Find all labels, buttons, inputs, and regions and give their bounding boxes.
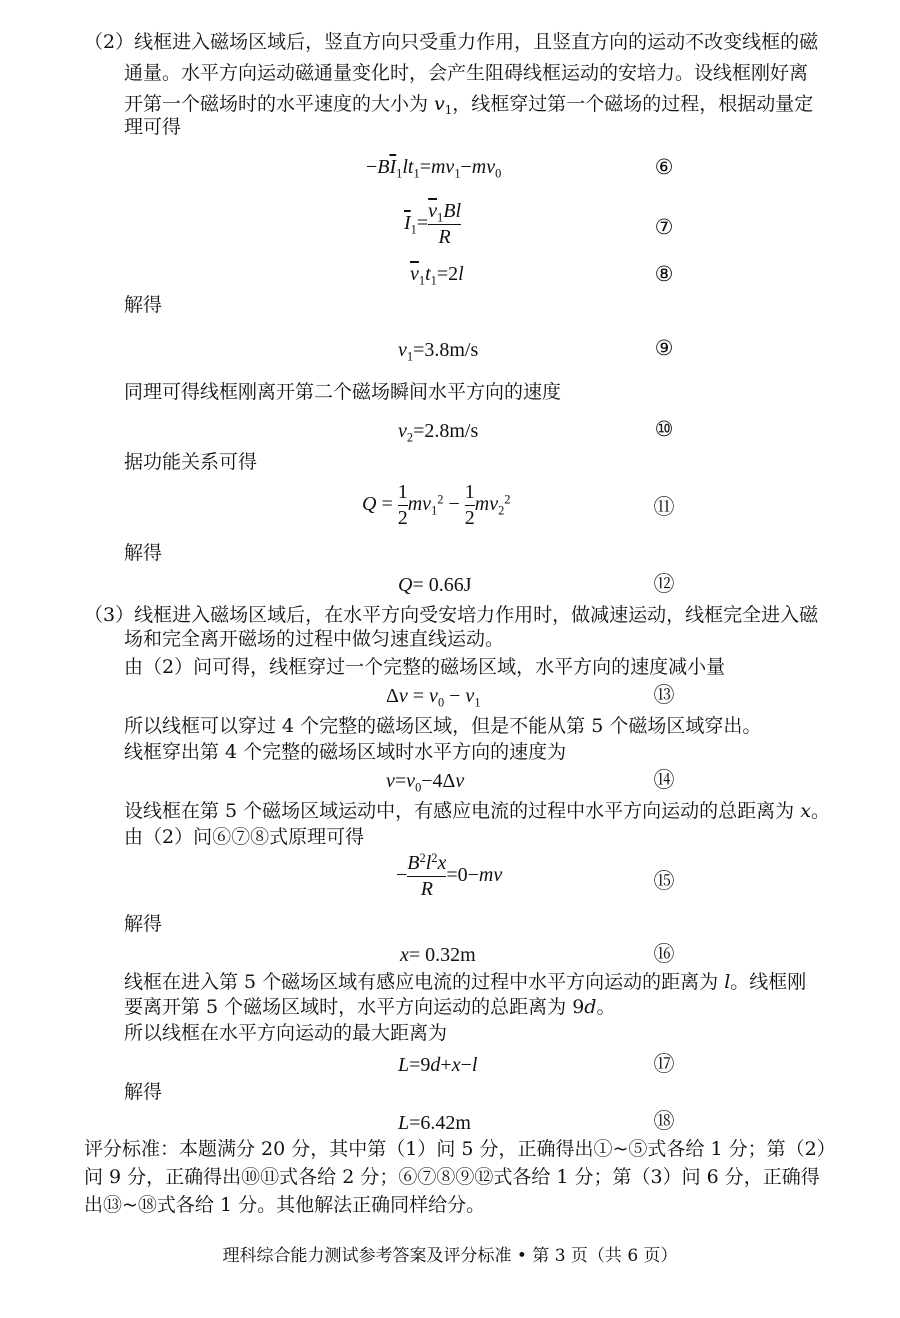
equation-number-15: ⑮: [653, 869, 675, 893]
equation-number-9: ⑨: [654, 336, 674, 360]
sec3-line6: 设线框在第 5 个磁场区域运动中，有感应电流的过程中水平方向运动的总距离为 x。: [124, 800, 830, 822]
equation-number-11: ⑪: [653, 495, 675, 519]
equation-number-18: ⑱: [653, 1109, 675, 1133]
sec2-line2: 通量。水平方向运动磁通量变化时，会产生阻碍线框运动的安培力。设线框刚好离: [124, 62, 809, 84]
equation-number-13: ⑬: [653, 683, 675, 707]
sec3-line4: 所以线框可以穿过 4 个完整的磁场区域，但是不能从第 5 个磁场区域穿出。: [124, 715, 762, 737]
equation-12: Q= 0.66J: [398, 574, 472, 596]
sec3-line9: 要离开第 5 个磁场区域时，水平方向运动的总距离为 9d。: [124, 996, 616, 1018]
equation-8: $\overline{v}_1t_1=2l$: [410, 263, 464, 288]
equation-16: x= 0.32m: [400, 944, 476, 966]
grading-line3: 出⑬~⑱式各给 1 分。其他解法正确同样给分。: [84, 1194, 486, 1216]
equation-15: − $\frac{B^2l^2x}{R}$ =0−mv: [396, 851, 503, 900]
equation-number-7: ⑦: [654, 215, 674, 239]
equation-number-8: ⑧: [654, 262, 674, 286]
sec2-line4: 理可得: [124, 116, 182, 138]
equation-13: $\Delta v = v_0 - v_1$: [386, 685, 481, 710]
solve-label-1: 解得: [124, 294, 163, 316]
equation-number-12: ⑫: [653, 572, 675, 596]
equation-number-6: ⑥: [654, 155, 674, 179]
equation-number-14: ⑭: [653, 768, 675, 792]
sec3-line1: （3）线框进入磁场区域后，在水平方向受安培力作用时，做减速运动，线框完全进入磁: [84, 604, 819, 626]
equation-9: $v_1=3.8m/s$: [398, 339, 479, 364]
equation-14: $v=v_0-4\Delta v$: [386, 770, 465, 795]
sec3-line8: 线框在进入第 5 个磁场区域有感应电流的过程中水平方向运动的距离为 l。线框刚: [124, 971, 807, 993]
equation-number-17: ⑰: [653, 1052, 675, 1076]
equation-7: $\overline{I}_1=$ $\frac{\overline{v}_1Bl}{R}$: [404, 200, 462, 248]
sec2-energy: 据功能关系可得: [124, 451, 258, 473]
sec3-line5: 线框穿出第 4 个完整的磁场区域时水平方向的速度为: [124, 741, 567, 763]
solve-label-3: 解得: [124, 913, 163, 935]
page-footer: 理科综合能力测试参考答案及评分标准 • 第 3 页（共 6 页）: [222, 1246, 678, 1266]
sec2-line1: （2）线框进入磁场区域后，竖直方向只受重力作用，且竖直方向的运动不改变线框的磁: [84, 31, 819, 53]
equation-18: L=6.42m: [398, 1112, 471, 1134]
equation-number-16: ⑯: [653, 942, 675, 966]
equation-number-10: ⑩: [654, 417, 674, 441]
solve-label-2: 解得: [124, 542, 163, 564]
grading-line2: 问 9 分，正确得出⑩⑪式各给 2 分；⑥⑦⑧⑨⑫式各给 1 分；第（3）问 6 分，正确得: [84, 1166, 820, 1188]
equation-6: $-B\overline{I}_1lt_1=mv_1-mv_0$: [366, 156, 502, 181]
sec3-line10: 所以线框在水平方向运动的最大距离为: [124, 1022, 448, 1044]
sec3-line3: 由（2）问可得，线框穿过一个完整的磁场区域，水平方向的速度减小量: [124, 656, 726, 678]
solve-label-4: 解得: [124, 1081, 163, 1103]
sec2-line3: 开第一个磁场时的水平速度的大小为 $v_1$，线框穿过第一个磁场的过程，根据动量定: [124, 93, 814, 118]
equation-10: $v_2=2.8m/s$: [398, 420, 479, 445]
sec3-line2: 场和完全离开磁场的过程中做匀速直线运动。: [124, 628, 505, 650]
equation-17: L=9d+x−l: [398, 1054, 478, 1076]
sec3-line7: 由（2）问⑥⑦⑧式原理可得: [124, 826, 365, 848]
grading-line1: 评分标准：本题满分 20 分，其中第（1）问 5 分，正确得出①~⑤式各给 1 分；第（2）: [84, 1138, 836, 1160]
sec2-similar: 同理可得线框刚离开第二个磁场瞬间水平方向的速度: [124, 381, 562, 403]
equation-11: Q = $\frac{1}{2}$ $mv_1^2$ − $\frac{1}{2}$ $mv_2^2$: [362, 481, 511, 529]
